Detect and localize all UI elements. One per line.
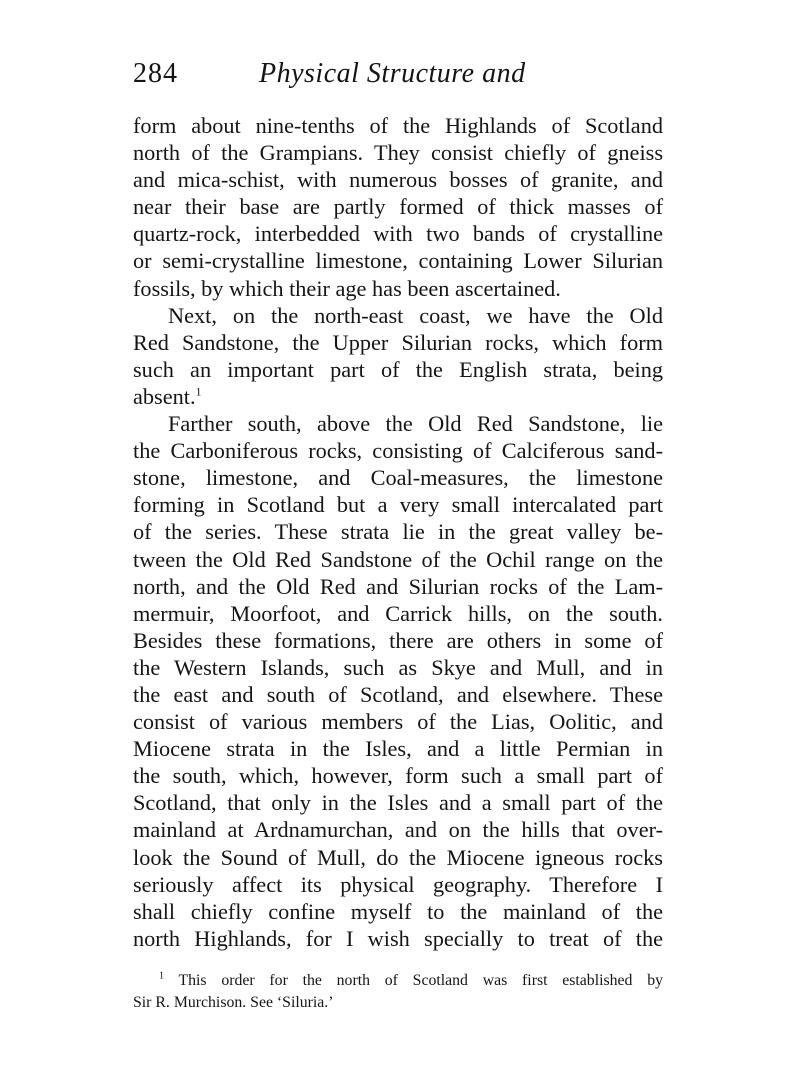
footnote-line (133, 970, 663, 992)
running-title: Physical Structure and (259, 58, 526, 89)
text-line: Scotland, that only in the Isles and a small part of the (133, 790, 663, 816)
text-line: shall chiefly confine myself to the mainland of the (133, 898, 663, 924)
page-header (133, 58, 663, 98)
text-line: the Western Islands, such as Skye and Mull, and in (133, 654, 663, 680)
text-line: north of the Grampians. They consist chiefly of gneiss (133, 140, 663, 166)
text-line: and mica-schist, with numerous bosses of granite, and (133, 167, 663, 193)
text-line: consist of various members of the Lias, Oolitic, and (133, 709, 663, 735)
paragraph-start-line: Next, on the north-east coast, we have the Old (168, 302, 663, 328)
text-line: Besides these formations, there are others in some of (133, 627, 663, 653)
footnote-marker: 1 (159, 970, 164, 982)
footnote-reference[interactable]: 1 (195, 384, 202, 399)
page-number: 284 (133, 58, 178, 89)
text-line: form about nine-tenths of the Highlands of Scotland (133, 113, 663, 138)
text-line: seriously affect its physical geography. Therefore I (133, 871, 663, 897)
text-line: tween the Old Red Sandstone of the Ochil range on the (133, 546, 663, 572)
text-line: Red Sandstone, the Upper Silurian rocks, which form (133, 329, 663, 355)
text-line: the Carboniferous rocks, consisting of Calciferous sand- (133, 438, 663, 464)
text-line: of the series. These strata lie in the great valley be- (133, 519, 663, 545)
text-line: quartz-rock, interbedded with two bands of crystalline (133, 221, 663, 247)
text-line (133, 383, 663, 410)
text-segment: absent. (133, 383, 196, 409)
footnote-line: Sir R. Murchison. See ‘Siluria.’ (133, 994, 334, 1011)
text-line: mainland at Ardnamurchan, and on the hills that over- (133, 817, 663, 843)
body-text (133, 112, 663, 952)
text-line: stone, limestone, and Coal-measures, the limestone (133, 465, 663, 491)
text-line: forming in Scotland but a very small intercalated part (133, 492, 663, 518)
footnote (133, 970, 663, 1014)
footnote-text: This order for the north of Scotland was first established by (178, 972, 663, 989)
text-line: the east and south of Scotland, and elsewhere. These (133, 681, 663, 707)
text-line: fossils, by which their age has been ascertained. (133, 275, 561, 301)
text-line: look the Sound of Mull, do the Miocene igneous rocks (133, 844, 663, 870)
paragraph-start-line: Farther south, above the Old Red Sandstone, lie (168, 411, 663, 437)
text-line: mermuir, Moorfoot, and Carrick hills, on the south. (133, 600, 663, 626)
text-line: the south, which, however, form such a small part of (133, 763, 663, 789)
text-line: north, and the Old Red and Silurian rocks of the Lam- (133, 573, 663, 599)
text-line: north Highlands, for I wish specially to treat of the (133, 925, 663, 951)
text-line: such an important part of the English strata, being (133, 356, 663, 382)
text-line: Miocene strata in the Isles, and a little Permian in (133, 736, 663, 762)
text-line: near their base are partly formed of thick masses of (133, 194, 663, 220)
text-line: or semi-crystalline limestone, containing Lower Silurian (133, 248, 663, 274)
